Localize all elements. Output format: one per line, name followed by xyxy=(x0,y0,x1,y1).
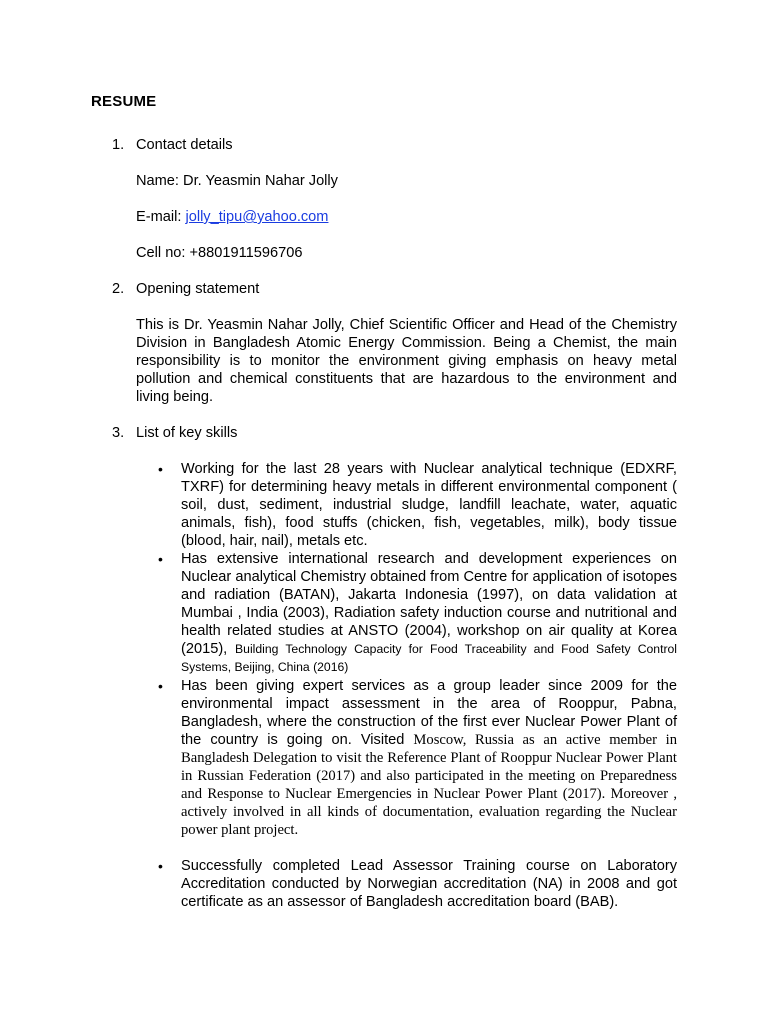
bullet-icon: • xyxy=(158,551,163,567)
contact-name: Name: Dr. Yeasmin Nahar Jolly xyxy=(136,173,338,189)
section-contact-details xyxy=(112,136,233,154)
document-title: RESUME xyxy=(91,93,157,110)
section-number: 1. xyxy=(112,137,125,153)
email-link[interactable]: jolly_tipu@yahoo.com xyxy=(185,209,329,225)
section-opening-statement xyxy=(112,280,259,298)
skill-item-3 xyxy=(181,677,677,839)
contact-email xyxy=(136,208,328,226)
skill-item-3-main: Has been giving expert services as a group leader since 2009 for the environmental impact assessment in the area of Rooppur, Pabna, Bangladesh, where the construction of the first ever Nuclear Power Plant of the country is going on. Visited xyxy=(181,678,677,748)
skill-item-2-main: Has extensive international research and development experiences on Nuclear analytical Chemistry obtained from Centre for application of isotopes and radiation (BATAN), Jakarta Indonesia (1997), on data validation at Mumbai , India (2003), Radiation safety induction course and nutritional and health related studies at ANSTO (2004), workshop on air quality at Korea (2015), xyxy=(181,551,677,657)
section-number: 3. xyxy=(112,425,125,441)
bullet-icon: • xyxy=(158,678,163,694)
skill-item-2-detail: Building Technology Capacity for Food Traceability and Food Safety Control Systems, Beijing, China (2016) xyxy=(181,642,677,674)
skill-item-4: Successfully completed Lead Assessor Training course on Laboratory Accreditation conducted by Norwegian accreditation (NA) in 2008 and got certificate as an assessor of Bangladesh accreditation board (BAB). xyxy=(181,858,677,910)
skill-item-3-detail: Moscow, Russia as an active member in Bangladesh Delegation to visit the Reference Plant of Rooppur Nuclear Power Plant in Russian Federation (2017) and also participated in the meeting on Preparedness and Response to Nuclear Emergencies in Nuclear Power Plant (2017). Moreover , actively involved in all kinds of documentation, evaluation regarding the Nuclear power plant project. xyxy=(181,732,678,838)
section-label: Contact details xyxy=(136,137,233,153)
bullet-icon: • xyxy=(158,461,163,477)
opening-statement-text: This is Dr. Yeasmin Nahar Jolly, Chief Scientific Officer and Head of the Chemistry Division in Bangladesh Atomic Energy Commission. Being a Chemist, the main responsibility is to monitor the environment giving emphasis on heavy metal pollution and chemical constituents that are hazardous to the environment and living being. xyxy=(136,317,677,405)
contact-cell: Cell no: +8801911596706 xyxy=(136,245,303,261)
skill-item-2 xyxy=(181,550,677,676)
section-number: 2. xyxy=(112,281,125,297)
section-key-skills xyxy=(112,424,237,442)
skill-item-1: Working for the last 28 years with Nuclear analytical technique (EDXRF, TXRF) for determining heavy metals in different environmental component ( soil, dust, sediment, industrial sludge, landfill leachate, water, aquatic animals, fish), food stuffs (chicken, fish, vegetables, milk), body tissue (blood, hair, nail), metals etc. xyxy=(181,461,677,549)
section-label: List of key skills xyxy=(136,425,238,441)
bullet-icon: • xyxy=(158,858,163,874)
email-label: E-mail: xyxy=(136,209,186,225)
section-label: Opening statement xyxy=(136,281,260,297)
